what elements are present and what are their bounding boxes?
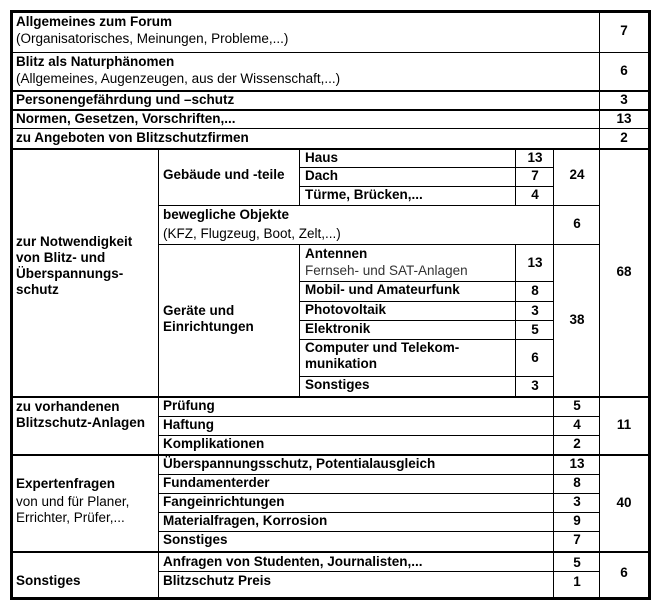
row-count: 13	[616, 111, 632, 126]
row-title: zu Angeboten von Blitzschutzfirmen	[16, 130, 249, 145]
item-label: Photovoltaik	[305, 302, 387, 317]
section-rule	[10, 551, 649, 553]
group-subtitle: (KFZ, Flugzeug, Boot, Zelt,...)	[163, 226, 341, 241]
item-count: 5	[573, 555, 581, 570]
item-count: 6	[531, 350, 539, 365]
section-total: 11	[616, 417, 632, 432]
item-label: Elektronik	[305, 321, 371, 336]
label-column-rule	[158, 148, 159, 597]
item-label: Materialfragen, Korrosion	[163, 513, 328, 528]
item-label: Fangeinrichtungen	[163, 494, 285, 509]
item-label: Mobil- und Amateurfunk	[305, 282, 460, 297]
row-count: 6	[620, 63, 628, 78]
row-rule	[10, 52, 649, 53]
row-subtitle: (Allgemeines, Augenzeugen, aus der Wissenschaft,...)	[16, 71, 341, 86]
group-label: Gebäude und -teile	[163, 167, 285, 182]
item-count: 3	[573, 494, 581, 509]
item-label: Haus	[305, 150, 339, 165]
item-label: Haftung	[163, 417, 214, 432]
item-count: 9	[573, 513, 581, 528]
item-label: Antennen	[305, 246, 368, 261]
item-label: Türme, Brücken,...	[305, 187, 423, 202]
row-title: Blitz als Naturphänomen	[16, 54, 175, 69]
section-total: 40	[616, 495, 632, 510]
item-label: Blitzschutz Preis	[163, 573, 272, 588]
item-count: 7	[573, 532, 581, 547]
item-count: 13	[569, 456, 585, 471]
count-column-rule	[515, 148, 516, 205]
sub-column-rule	[299, 148, 300, 205]
item-count: 3	[531, 303, 539, 318]
subtotal-column-rule	[553, 148, 554, 396]
item-label: Überspannungsschutz, Potentialausgleich	[163, 456, 436, 471]
group-subtotal: 6	[573, 216, 581, 231]
item-label: Fundamenterder	[163, 475, 270, 490]
section-total: 6	[620, 565, 628, 580]
group-label: bewegliche Objekte	[163, 207, 290, 222]
item-label: Sonstiges	[305, 377, 370, 392]
row-count: 2	[620, 130, 628, 145]
group-label: Geräte und Einrichtungen	[163, 303, 254, 334]
item-count: 8	[573, 475, 581, 490]
section-label: zu vorhandenen Blitzschutz-Anlagen	[16, 399, 146, 430]
row-title: Normen, Gesetzen, Vorschriften,...	[16, 111, 236, 126]
item-label: Komplikationen	[163, 436, 265, 451]
item-count: 4	[573, 417, 581, 432]
table-border-right	[648, 10, 651, 600]
item-count: 1	[573, 574, 581, 589]
item-subtitle: Fernseh- und SAT-Anlagen	[305, 263, 468, 278]
item-count: 3	[531, 378, 539, 393]
section-label: Sonstiges	[16, 573, 81, 588]
count-column-rule	[553, 396, 554, 597]
section-label: Expertenfragen	[16, 476, 116, 491]
table-border-top	[10, 10, 650, 13]
item-count: 13	[527, 150, 543, 165]
item-label: Prüfung	[163, 398, 215, 413]
item-rule	[158, 571, 599, 572]
count-column-rule	[599, 10, 600, 597]
item-count: 5	[573, 398, 581, 413]
item-count: 8	[531, 283, 539, 298]
section-label: zur Notwendigkeit von Blitz- und Überspannungs-schutz	[16, 234, 133, 297]
row-title: Personengefährdung und –schutz	[16, 92, 235, 107]
table-border-left	[10, 10, 13, 600]
item-label: Anfragen von Studenten, Journalisten,...	[163, 554, 423, 569]
row-subtitle: (Organisatorisches, Meinungen, Probleme,...)	[16, 31, 289, 46]
group-subtotal: 24	[569, 167, 585, 182]
item-count: 2	[573, 436, 581, 451]
item-label: Computer und Telekom-munikation	[305, 340, 460, 371]
group-rule	[158, 205, 599, 206]
group-subtotal: 38	[569, 312, 585, 327]
section-subtitle: von und für Planer, Errichter, Prüfer,...	[16, 494, 130, 525]
group-rule	[158, 244, 599, 245]
row-rule	[10, 128, 649, 129]
item-label: Sonstiges	[163, 532, 228, 547]
row-count: 3	[620, 92, 628, 107]
item-label: Dach	[305, 168, 339, 183]
table-border-bottom	[10, 597, 650, 600]
item-count: 4	[531, 187, 539, 202]
row-title: Allgemeines zum Forum	[16, 14, 173, 29]
section-total: 68	[616, 264, 632, 279]
row-count: 7	[620, 23, 628, 38]
item-count: 13	[527, 255, 543, 270]
item-count: 7	[531, 168, 539, 183]
item-count: 5	[531, 322, 539, 337]
